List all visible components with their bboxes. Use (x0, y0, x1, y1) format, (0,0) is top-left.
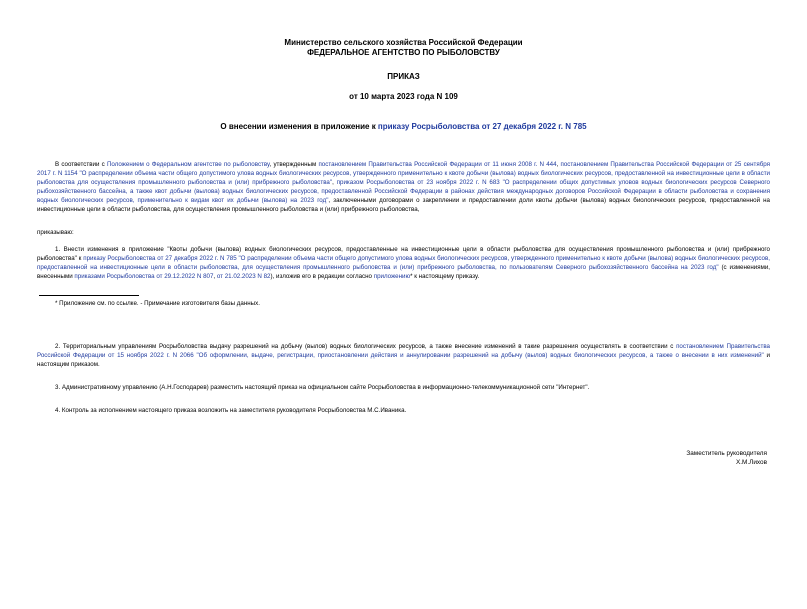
intro-text-5: , заключенными договорами о закреплении и предоставлении доли квоты добычи (вылова) водных биологических ресурсов, предоставленной на инвестиционные цели в области рыболовства, для осуществления промышленного рыболовства и (или) прибрежного рыболовства, (37, 197, 770, 213)
orders-word: приказываю: (37, 229, 74, 236)
document-date-number: от 10 марта 2023 года N 109 (349, 92, 458, 101)
signer-name: Х.М.Лихов (736, 459, 767, 466)
intro-text-4: , (332, 179, 337, 186)
title-order-link[interactable]: приказу Росрыболовства от 27 декабря 2022 г. N 785 (377, 122, 587, 131)
p2-text-1: 2. Территориальным управлениям Росрыболовства выдачу разрешений на добычу (вылов) водных биологических ресурсов, а также внесение изменений в такие разрешения осуществлять в соответствии с (55, 343, 677, 350)
document-header (37, 38, 770, 102)
ministry-name: Министерство сельского хозяйства Российской Федерации (284, 38, 523, 47)
footnote: * Приложение см. по ссылке. - Примечание изготовителя базы данных. (55, 300, 260, 307)
paragraph-4: 4. Контроль за исполнением настоящего приказа возложить на заместителя руководителя Росрыболовства М.С.Иваника. (55, 407, 407, 414)
document-body (37, 160, 770, 415)
footnote-divider (39, 295, 139, 296)
agency-name: ФЕДЕРАЛЬНОЕ АГЕНТСТВО ПО РЫБОЛОВСТВУ (307, 48, 500, 57)
decree-1154-link[interactable]: постановлением Правительства Российской Федерации от 25 сентября 2017 г. N 1154 "О распределении объема части общего допустимого улова водных биологических ресурсов, утвержденного применительно к квоте добычи (вылова) водных биологических ресурсов, предоставленной на инвестиционные цели в области рыболовства для осуществления промышленного рыболовства и (или) прибрежного рыболовства" (37, 161, 770, 186)
p1-text-4: ), изложив его в редакции согласно (270, 273, 374, 280)
document-type: ПРИКАЗ (387, 72, 420, 81)
title-prefix: О внесении изменения в приложение к (220, 122, 378, 131)
intro-text-1: В соответствии с (55, 161, 107, 168)
intro-text-3: , (556, 161, 561, 168)
appendix-link[interactable]: приложению (373, 273, 411, 280)
paragraph-3: 3. Административному управлению (А.Н.Господарев) разместить настоящий приказ на официальном сайте Росрыболовства в информационно-телекоммуникационной сети "Интернет". (55, 384, 590, 391)
signature-block (37, 449, 767, 467)
document-title (37, 122, 770, 132)
p2-text-2: и настоящим приказом. (37, 352, 770, 368)
intro-paragraph (37, 160, 770, 214)
intro-text-2: , утвержденным (269, 161, 319, 168)
order-82-link[interactable]: от 21.02.2023 N 82 (216, 273, 271, 280)
p1-text-3: , (213, 273, 217, 280)
order-807-link[interactable]: приказами Росрыболовства от 29.12.2022 N 807 (74, 273, 214, 280)
p1-text-2: (с изменениями, внесенными (37, 264, 770, 280)
decree-2066-link[interactable]: постановлением Правительства Российской Федерации от 15 ноября 2022 г. N 2066 "Об оформлении, выдаче, регистрации, приостановлении действия и аннулировании разрешений на добычу (вылов) водных биологических ресурсов, а также о внесении в них изменений" (37, 343, 770, 359)
paragraph-1 (37, 245, 770, 281)
regulation-link[interactable]: Положением о Федеральном агентстве по рыболовству (106, 161, 270, 168)
p1-text-5: * к настоящему приказу. (410, 273, 480, 280)
p1-text-1: 1. Внести изменения в приложение "Квоты добычи (вылова) водных биологических ресурсов, предоставленные на инвестиционные цели в области рыболовства для осуществления промышленного рыболовства и (или) прибрежного рыболовства" к (37, 246, 770, 262)
decree-444-link[interactable]: постановлением Правительства Российской Федерации от 11 июня 2008 г. N 444 (318, 161, 557, 168)
order-785-link[interactable]: приказу Росрыболовства от 27 декабря 2022 г. N 785 "О распределении объема части общего допустимого улова водных биологических ресурсов, утвержденного применительно к квоте добычи (вылова) водных биологических ресурсов, предоставленной на инвестиционные цели в области рыболовства, для осуществления промышленного рыболовства и (или) прибрежного рыболовства, по пользователям Северного рыбохозяйственного бассейна на 2023 год" (37, 255, 770, 271)
order-683-link[interactable]: приказом Росрыболовства от 23 ноября 2022 г. N 683 "О распределении общих допустимых уловов водных биологических ресурсов Северного рыбохозяйственного бассейна, а также квот добычи (вылова) водных биологических ресурсов, предоставленной Российской Федерации в районах действия международных договоров Российской Федерации в области рыболовства и сохранения водных биологических ресурсов, применительно к видам квот их добычи (вылова) на 2023 год" (37, 179, 770, 204)
document-page (0, 38, 807, 609)
paragraph-2 (37, 342, 770, 369)
signer-position: Заместитель руководителя (686, 450, 767, 457)
